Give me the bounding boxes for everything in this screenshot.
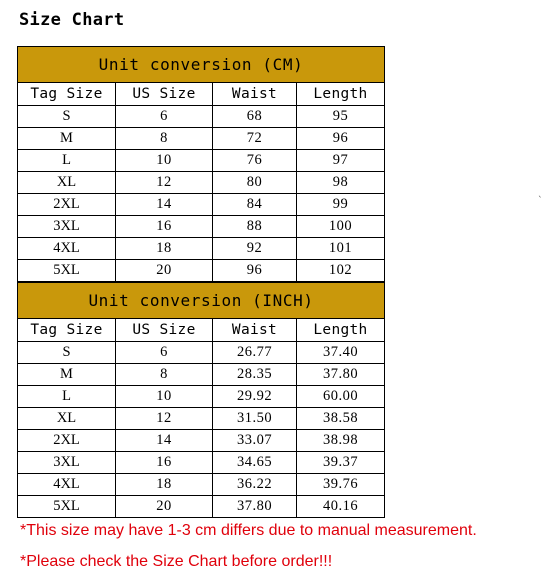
cell-length: 38.98: [297, 430, 385, 452]
cell-length: 60.00: [297, 386, 385, 408]
cell-length: 99: [297, 194, 385, 216]
table-row: [18, 106, 385, 128]
cell-us-size: 12: [116, 408, 213, 430]
cell-us-size: 14: [116, 430, 213, 452]
column-header-waist: Waist: [213, 319, 297, 342]
cell-us-size: 8: [116, 364, 213, 386]
cell-tag-size: 3XL: [18, 216, 116, 238]
cell-tag-size: 5XL: [18, 496, 116, 518]
table-heading: Unit conversion (INCH): [18, 283, 385, 319]
cell-waist: 31.50: [213, 408, 297, 430]
cell-tag-size: S: [18, 106, 116, 128]
table-row: [18, 216, 385, 238]
table-row: [18, 260, 385, 282]
cell-waist: 37.80: [213, 496, 297, 518]
cell-length: 38.58: [297, 408, 385, 430]
cell-us-size: 18: [116, 474, 213, 496]
cell-length: 101: [297, 238, 385, 260]
cell-us-size: 12: [116, 172, 213, 194]
cell-waist: 96: [213, 260, 297, 282]
cell-tag-size: L: [18, 150, 116, 172]
cell-length: 37.80: [297, 364, 385, 386]
page-title: Size Chart: [19, 10, 125, 30]
cell-tag-size: 3XL: [18, 452, 116, 474]
table-row: [18, 496, 385, 518]
cell-us-size: 6: [116, 342, 213, 364]
stray-mark: `: [538, 196, 543, 206]
cell-tag-size: S: [18, 342, 116, 364]
cell-tag-size: 4XL: [18, 474, 116, 496]
cell-tag-size: L: [18, 386, 116, 408]
table-row: [18, 128, 385, 150]
cell-us-size: 20: [116, 496, 213, 518]
table-row: [18, 408, 385, 430]
cell-waist: 80: [213, 172, 297, 194]
cell-us-size: 10: [116, 150, 213, 172]
cell-tag-size: XL: [18, 408, 116, 430]
cell-tag-size: 5XL: [18, 260, 116, 282]
cell-waist: 36.22: [213, 474, 297, 496]
table-row: [18, 430, 385, 452]
cell-waist: 33.07: [213, 430, 297, 452]
measurement-note: *This size may have 1-3 cm differs due to manual measurement.: [20, 522, 477, 539]
column-header-waist: Waist: [213, 83, 297, 106]
cell-tag-size: 2XL: [18, 194, 116, 216]
column-header-us-size: US Size: [116, 319, 213, 342]
cell-waist: 26.77: [213, 342, 297, 364]
cell-tag-size: 4XL: [18, 238, 116, 260]
cell-tag-size: M: [18, 364, 116, 386]
cell-waist: 88: [213, 216, 297, 238]
cell-us-size: 20: [116, 260, 213, 282]
cell-us-size: 14: [116, 194, 213, 216]
table-row: [18, 386, 385, 408]
cell-waist: 76: [213, 150, 297, 172]
cell-waist: 28.35: [213, 364, 297, 386]
column-header-tag-size: Tag Size: [18, 319, 116, 342]
cell-us-size: 10: [116, 386, 213, 408]
table-row: [18, 364, 385, 386]
cell-length: 102: [297, 260, 385, 282]
cell-waist: 92: [213, 238, 297, 260]
table-row: [18, 172, 385, 194]
table-row: [18, 474, 385, 496]
size-table-inch: [17, 282, 385, 518]
cell-length: 100: [297, 216, 385, 238]
cell-waist: 68: [213, 106, 297, 128]
cell-waist: 84: [213, 194, 297, 216]
cell-tag-size: XL: [18, 172, 116, 194]
column-header-length: Length: [297, 319, 385, 342]
column-header-tag-size: Tag Size: [18, 83, 116, 106]
table-heading: Unit conversion (CM): [18, 47, 385, 83]
cell-waist: 34.65: [213, 452, 297, 474]
table-row: [18, 342, 385, 364]
check-chart-note: *Please check the Size Chart before order!!!: [20, 553, 333, 570]
cell-tag-size: M: [18, 128, 116, 150]
cell-length: 40.16: [297, 496, 385, 518]
cell-tag-size: 2XL: [18, 430, 116, 452]
cell-length: 98: [297, 172, 385, 194]
column-header-us-size: US Size: [116, 83, 213, 106]
column-header-length: Length: [297, 83, 385, 106]
cell-us-size: 18: [116, 238, 213, 260]
cell-waist: 29.92: [213, 386, 297, 408]
cell-length: 95: [297, 106, 385, 128]
cell-length: 37.40: [297, 342, 385, 364]
cell-us-size: 6: [116, 106, 213, 128]
cell-us-size: 16: [116, 216, 213, 238]
size-table-cm: [17, 46, 385, 282]
table-row: [18, 452, 385, 474]
cell-length: 97: [297, 150, 385, 172]
cell-us-size: 16: [116, 452, 213, 474]
cell-us-size: 8: [116, 128, 213, 150]
cell-length: 39.37: [297, 452, 385, 474]
cell-waist: 72: [213, 128, 297, 150]
cell-length: 96: [297, 128, 385, 150]
table-row: [18, 150, 385, 172]
table-row: [18, 238, 385, 260]
cell-length: 39.76: [297, 474, 385, 496]
table-row: [18, 194, 385, 216]
